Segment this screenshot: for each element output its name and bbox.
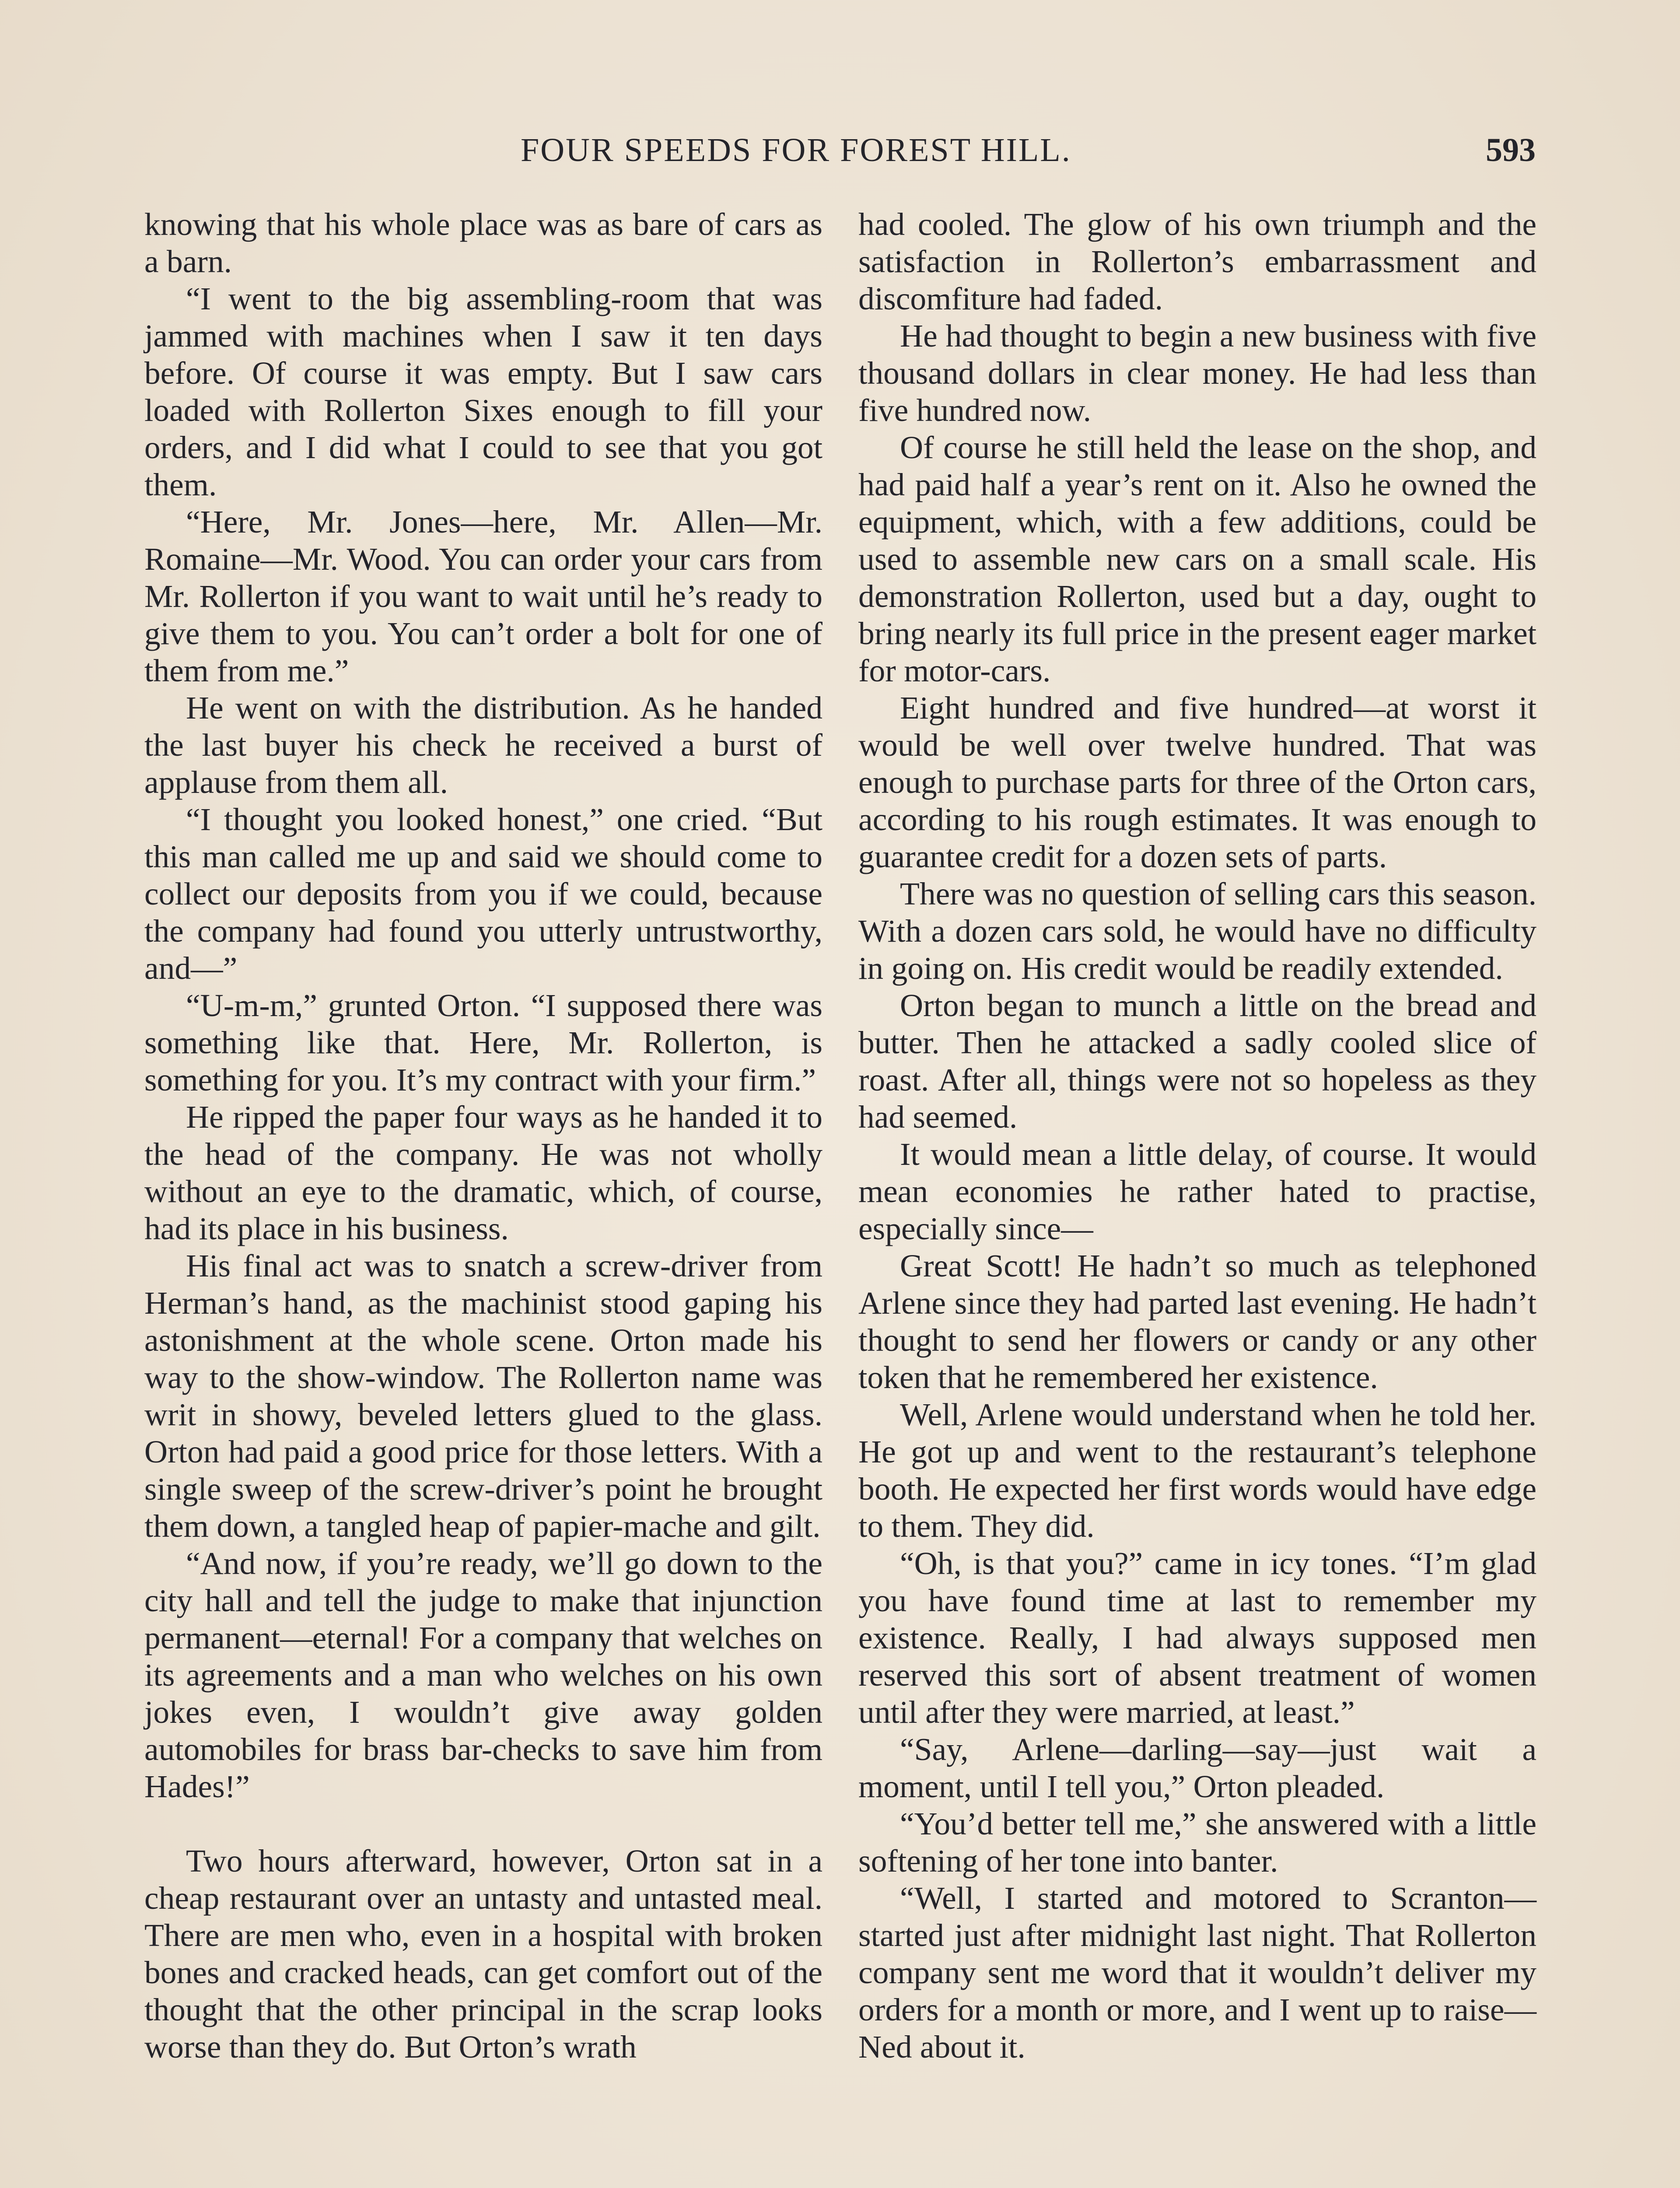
paragraph: “And now, if you’re ready, we’ll go down to the city hall and tell the judge to make that injunction permanent—eternal! For a company that welches on its agreements and a man who welches on his own jokes even, I wouldn’t give away golden automobiles for brass bar-checks to save him from Hades!”	[144, 1546, 822, 1804]
paragraph: He went on with the distribution. As he handed the last buyer his check he received a burst of applause from them all.	[144, 690, 822, 800]
paragraph: Well, Arlene would understand when he told her. He got up and went to the restaurant’s telephone booth. He expected her first words would have edge to them. They did.	[858, 1397, 1536, 1544]
paragraph: “You’d better tell me,” she answered with a little softening of her tone into banter.	[858, 1806, 1536, 1879]
paragraph: Two hours afterward, however, Orton sat in a cheap restaurant over an untasty and untasted meal. There are men who, even in a hospital with broken bones and cracked heads, can get comfort out of the thought that the other principal in the scrap looks worse than they do. But Orton’s wrath	[144, 1843, 822, 2065]
paragraph: “Say, Arlene—darling—say—just wait a moment, until I tell you,” Orton pleaded.	[858, 1732, 1536, 1804]
paragraph: It would mean a little delay, of course. It would mean economies he rather hated to practise, especially since—	[858, 1136, 1536, 1246]
right-column	[858, 206, 1536, 2065]
running-title: FOUR SPEEDS FOR FOREST HILL.	[521, 132, 1071, 168]
paragraph: He had thought to begin a new business with five thousand dollars in clear money. He had less than five hundred now.	[858, 318, 1536, 428]
paragraph: Orton began to munch a little on the bread and butter. Then he attacked a sadly cooled slice of roast. After all, things were not so hopeless as they had seemed.	[858, 988, 1536, 1135]
left-column	[144, 206, 822, 2065]
paragraph: Great Scott! He hadn’t so much as telephoned Arlene since they had parted last evening. He hadn’t thought to send her flowers or candy or any other token that he remembered her existence.	[858, 1248, 1536, 1395]
paragraph: “I went to the big assembling-room that was jammed with machines when I saw it ten days before. Of course it was empty. But I saw cars loaded with Rollerton Sixes enough to fill your orders, and I did what I could to see that you got them.	[144, 281, 822, 502]
paragraph: There was no question of selling cars this season. With a dozen cars sold, he would have no difficulty in going on. His credit would be readily extended.	[858, 876, 1536, 986]
paragraph: Eight hundred and five hundred—at worst it would be well over twelve hundred. That was enough to purchase parts for three of the Orton cars, according to his rough estimates. It was enough to guarantee credit for a dozen sets of parts.	[858, 690, 1536, 874]
page-number: 593	[1486, 132, 1536, 168]
paragraph: “Well, I started and motored to Scranton—started just after midnight last night. That Rollerton company sent me word that it wouldn’t deliver my orders for a month or more, and I went up to raise—Ned about it.	[858, 1880, 1536, 2065]
paragraph: “Oh, is that you?” came in icy tones. “I’m glad you have found time at last to remember my existence. Really, I had always supposed men reserved this sort of absent treatment of women until after they were married, at least.”	[858, 1546, 1536, 1730]
paragraph: Of course he still held the lease on the shop, and had paid half a year’s rent on it. Also he owned the equipment, which, with a few additions, could be used to assemble new cars on a small scale. His demonstration Rollerton, used but a day, ought to bring nearly its full price in the present eager market for motor-cars.	[858, 430, 1536, 688]
paragraph: “I thought you looked honest,” one cried. “But this man called me up and said we should come to collect our deposits from you if we could, because the company had found you utterly untrustworthy, and—”	[144, 802, 822, 986]
paragraph: His final act was to snatch a screw-driver from Herman’s hand, as the machinist stood gaping his astonishment at the whole scene. Orton made his way to the show-window. The Rollerton name was writ in showy, beveled letters glued to the glass. Orton had paid a good price for those letters. With a single sweep of the screw-driver’s point he brought them down, a tangled heap of papier-mache and gilt.	[144, 1248, 822, 1544]
paragraph: He ripped the paper four ways as he handed it to the head of the company. He was not wholly without an eye to the dramatic, which, of course, had its place in his business.	[144, 1099, 822, 1246]
paragraph: had cooled. The glow of his own triumph and the satisfaction in Rollerton’s embarrassment and discomfiture had faded.	[858, 207, 1536, 316]
paragraph: “U-m-m,” grunted Orton. “I supposed there was something like that. Here, Mr. Rollerton, is something for you. It’s my contract with your firm.”	[144, 988, 822, 1098]
paragraph: knowing that his whole place was as bare of cars as a barn.	[144, 207, 822, 279]
paragraph: “Here, Mr. Jones—here, Mr. Allen—Mr. Romaine—Mr. Wood. You can order your cars from Mr. Rollerton if you want to wait until he’s ready to give them to you. You can’t order a bolt for one of them from me.”	[144, 504, 822, 688]
